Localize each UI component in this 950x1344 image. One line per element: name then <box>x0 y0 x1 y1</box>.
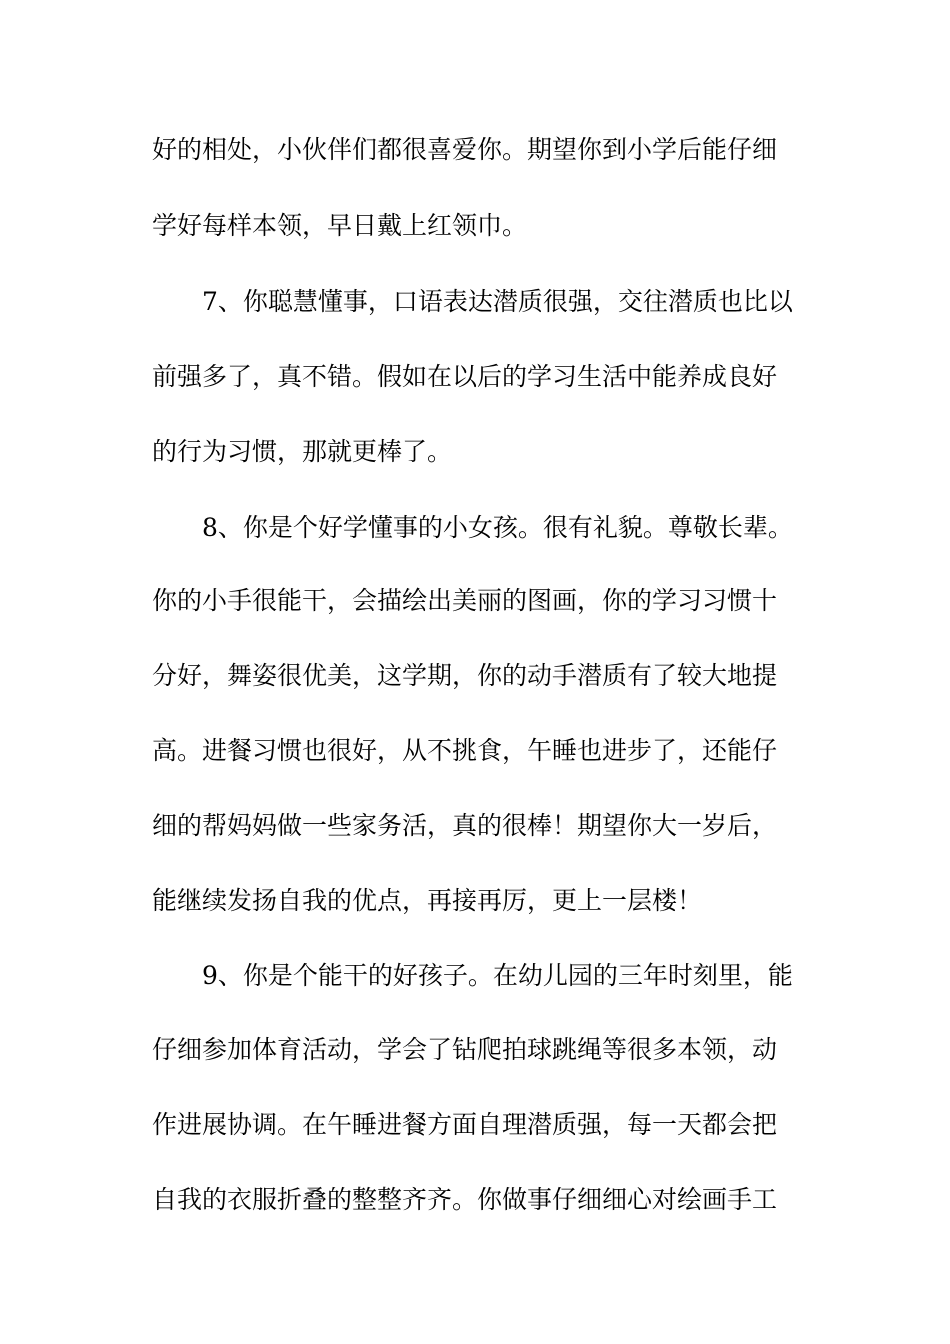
text-line: 仔细参加体育活动，学会了钻爬拍球跳绳等很多本领，动 <box>152 1035 778 1064</box>
text-line: 能继续发扬自我的优点，再接再厉，更上一层楼！ <box>152 886 703 915</box>
text-line: 作进展协调。在午睡进餐方面自理潜质强，每一天都会把 <box>152 1110 778 1139</box>
text-line: 好的相处，小伙伴们都很喜爱你。期望你到小学后能仔细 <box>152 135 778 164</box>
text-line: 你的小手很能干，会描绘出美丽的图画，你的学习习惯十 <box>152 586 778 615</box>
text-line: 学好每样本领，早日戴上红领巾。 <box>152 211 528 240</box>
paragraph-start-line: 7、你聪慧懂事，口语表达潜质很强，交往潜质也比以 <box>202 287 793 316</box>
paragraph-start-line: 9、你是个能干的好孩子。在幼儿园的三年时刻里，能 <box>202 961 793 990</box>
text-line: 自我的衣服折叠的整整齐齐。你做事仔细细心对绘画手工 <box>152 1185 778 1214</box>
text-line: 高。进餐习惯也很好，从不挑食，午睡也进步了，还能仔 <box>152 736 778 765</box>
text-line: 细的帮妈妈做一些家务活，真的很棒！期望你大一岁后， <box>152 811 778 840</box>
text-line: 前强多了，真不错。假如在以后的学习生活中能养成良好 <box>152 362 778 391</box>
text-line: 分好，舞姿很优美，这学期，你的动手潜质有了较大地提 <box>152 661 778 690</box>
text-line: 的行为习惯，那就更棒了。 <box>152 437 453 466</box>
paragraph-start-line: 8、你是个好学懂事的小女孩。很有礼貌。尊敬长辈。 <box>202 513 793 542</box>
